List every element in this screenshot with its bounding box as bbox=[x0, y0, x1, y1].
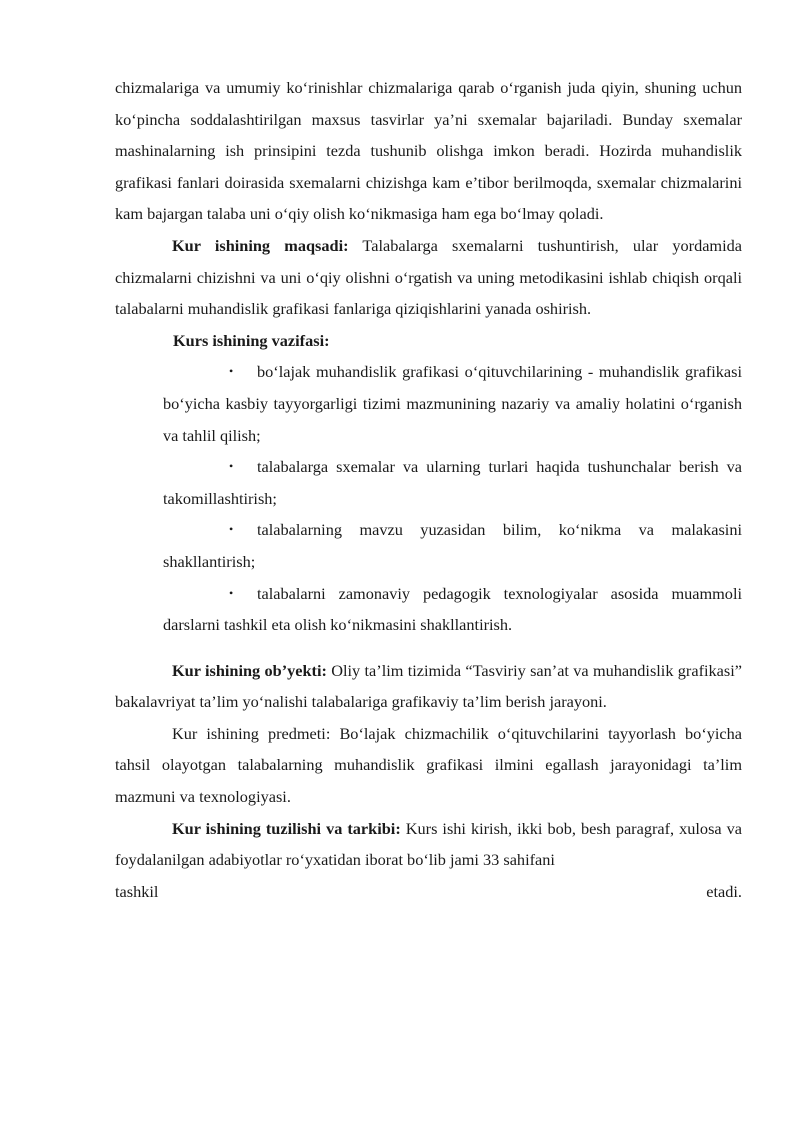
bullet-icon: • bbox=[229, 585, 234, 600]
list-item bbox=[163, 451, 742, 514]
paragraph-spacer bbox=[115, 641, 742, 655]
bullet-icon: • bbox=[229, 522, 234, 537]
structure-last-line bbox=[115, 876, 742, 908]
task-text: talabalarga sxemalar va ularning turlari haqida tushunchalar berish va takomillashtirish; bbox=[163, 457, 742, 508]
list-item bbox=[163, 356, 742, 451]
bullet-icon: • bbox=[229, 459, 234, 474]
object-text: Oliy ta’lim tizimida “Tasviriy san’at va muhandislik grafikasi” bakalavriyat ta’lim yo‘nalishi talabalariga grafikaviy ta’lim berish jarayoni. bbox=[115, 660, 742, 712]
subject-text: Bo‘lajak chizmachilik o‘qituvchilarini tayyorlash bo‘yicha tahsil olayotgan talabalarning muhandislik grafikasi ilmini egallash jarayonidagi ta’lim mazmuni va texnologiyasi. bbox=[115, 723, 742, 807]
task-text: talabalarning mavzu yuzasidan bilim, ko‘nikma va malakasini shakllantirish; bbox=[163, 520, 742, 571]
object-paragraph bbox=[115, 655, 742, 718]
structure-last-word-right: etadi. bbox=[706, 881, 742, 901]
structure-text: Kurs ishi kirish, ikki bob, besh paragraf, xulosa va foydalanilgan adabiyotlar ro‘yxatidan iborat bo‘lib jami 33 sahifani bbox=[115, 818, 743, 870]
intro-paragraph: chizmalariga va umumiy ko‘rinishlar chizmalariga qarab o‘rganish juda qiyin, shuning uchun ko‘pincha soddalashtirilgan maxsus tasvirlar ya’ni sxemalar bajariladi. Bunday sxemalar mashinalarning ish prinsipini tezda tushunib olishga imkon beradi. Hozirda muhandislik grafikasi fanlari doirasida sxemalarni chizishga kam e’tibor berilmoqda, sxemalar chizmalarini kam bajargan talaba uni o‘qiy olish ko‘nikmasiga ham ega bo‘lmay qoladi. bbox=[115, 78, 742, 224]
list-item bbox=[163, 578, 742, 641]
bullet-icon: • bbox=[229, 364, 234, 379]
purpose-paragraph bbox=[115, 230, 742, 325]
tasks-heading: Kurs ishining vazifasi: bbox=[173, 330, 330, 350]
structure-paragraph bbox=[115, 813, 742, 876]
object-label: Kur ishining ob’yekti: bbox=[172, 660, 327, 680]
purpose-label: Kur ishining maqsadi: bbox=[172, 235, 349, 255]
purpose-text: Talabalarga sxemalarni tushuntirish, ular yordamida chizmalarni chizishni va uni o‘qiy olishni o‘rgatish va uning metodikasini ishlab chiqish orqali talabalarni muhandislik grafikasi fanlariga qiziqishlarini yanada oshirish. bbox=[115, 235, 742, 319]
tasks-list bbox=[115, 356, 742, 640]
task-text: bo‘lajak muhandislik grafikasi o‘qituvchilarining - muhandislik grafikasi bo‘yicha kasbiy tayyorgarligi tizimi mazmunining nazariy va amaliy holatini o‘rganish va tahlil qilish; bbox=[163, 362, 742, 445]
structure-last-word-left: tashkil bbox=[115, 881, 159, 901]
structure-label: Kur ishining tuzilishi va tarkibi: bbox=[172, 818, 401, 838]
task-text: talabalarni zamonaviy pedagogik texnologiyalar asosida muammoli darslarni tashkil eta olish ko‘nikmasini shakllantirish. bbox=[163, 583, 742, 635]
subject-paragraph bbox=[115, 718, 742, 813]
subject-label: Kur ishining predmeti: bbox=[172, 723, 331, 743]
list-item bbox=[163, 514, 742, 577]
document-body bbox=[115, 72, 742, 907]
